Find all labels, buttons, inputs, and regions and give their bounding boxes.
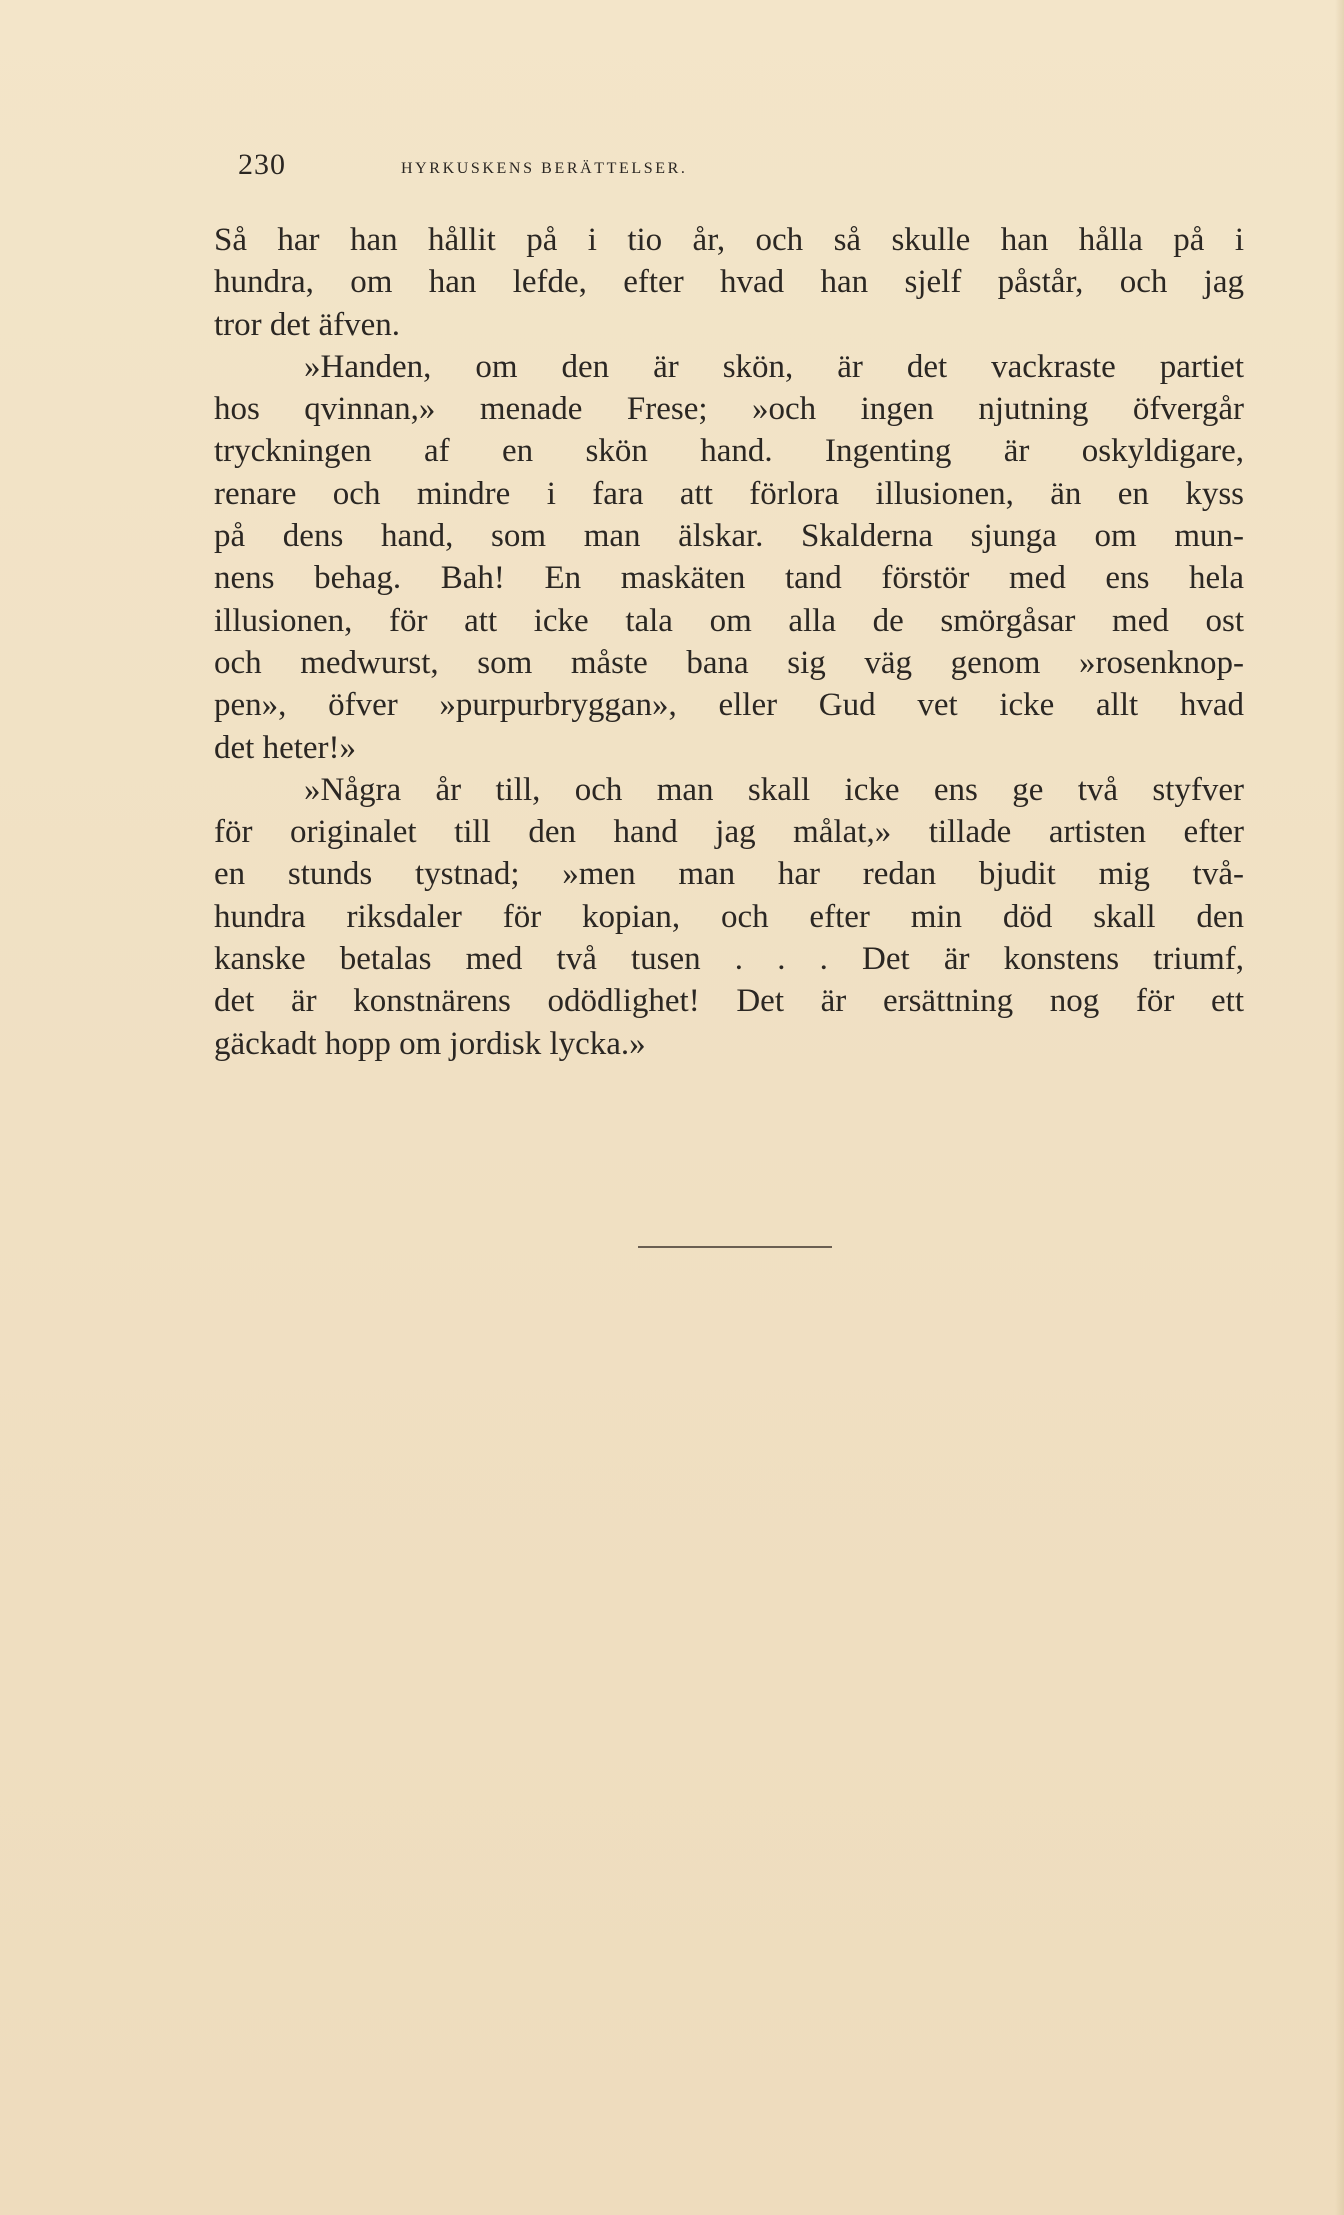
text-line: renare och mindre i fara att förlora illusionen, än en kyss [214, 475, 1244, 512]
text-line: Så har han hållit på i tio år, och så skulle han hålla på i [214, 222, 1244, 258]
text-line: »Handen, om den är skön, är det vackraste partiet [304, 348, 1244, 385]
text-line: »Några år till, och man skall icke ens ge två styfver [304, 771, 1244, 808]
page-header [238, 148, 1068, 188]
text-line: hundra riksdaler för kopian, och efter min död skall den [214, 898, 1244, 935]
text-line: tryckningen af en skön hand. Ingenting är oskyldigare, [214, 433, 1244, 470]
text-line: kanske betalas med två tusen . . . Det är konstens triumf, [214, 941, 1244, 978]
text-line: illusionen, för att icke tala om alla de smörgåsar med ost [214, 602, 1244, 639]
text-line: på dens hand, som man älskar. Skalderna sjunga om mun- [214, 518, 1244, 555]
body-text [214, 219, 1244, 1065]
running-head: HYRKUSKENS BERÄTTELSER. [401, 160, 688, 177]
text-line: hundra, om han lefde, efter hvad han sjelf påstår, och jag [214, 264, 1244, 301]
page-number: 230 [238, 148, 286, 181]
end-rule [638, 1246, 832, 1248]
text-line: pen», öfver »purpurbryggan», eller Gud vet icke allt hvad [214, 687, 1244, 724]
text-line: det heter!» [214, 729, 357, 766]
text-line: tror det äfven. [214, 306, 400, 343]
text-line: och medwurst, som måste bana sig väg genom »rosenknop- [214, 644, 1244, 681]
page-edge-shadow [1335, 0, 1344, 2215]
text-line: gäckadt hopp om jordisk lycka.» [214, 1025, 646, 1062]
text-line: hos qvinnan,» menade Frese; »och ingen njutning öfvergår [214, 391, 1244, 428]
text-line: en stunds tystnad; »men man har redan bjudit mig två- [214, 856, 1244, 893]
text-line: nens behag. Bah! En maskäten tand förstör med ens hela [214, 560, 1244, 597]
text-line: för originalet till den hand jag målat,» tillade artisten efter [214, 814, 1244, 851]
text-line: det är konstnärens odödlighet! Det är ersättning nog för ett [214, 983, 1244, 1020]
